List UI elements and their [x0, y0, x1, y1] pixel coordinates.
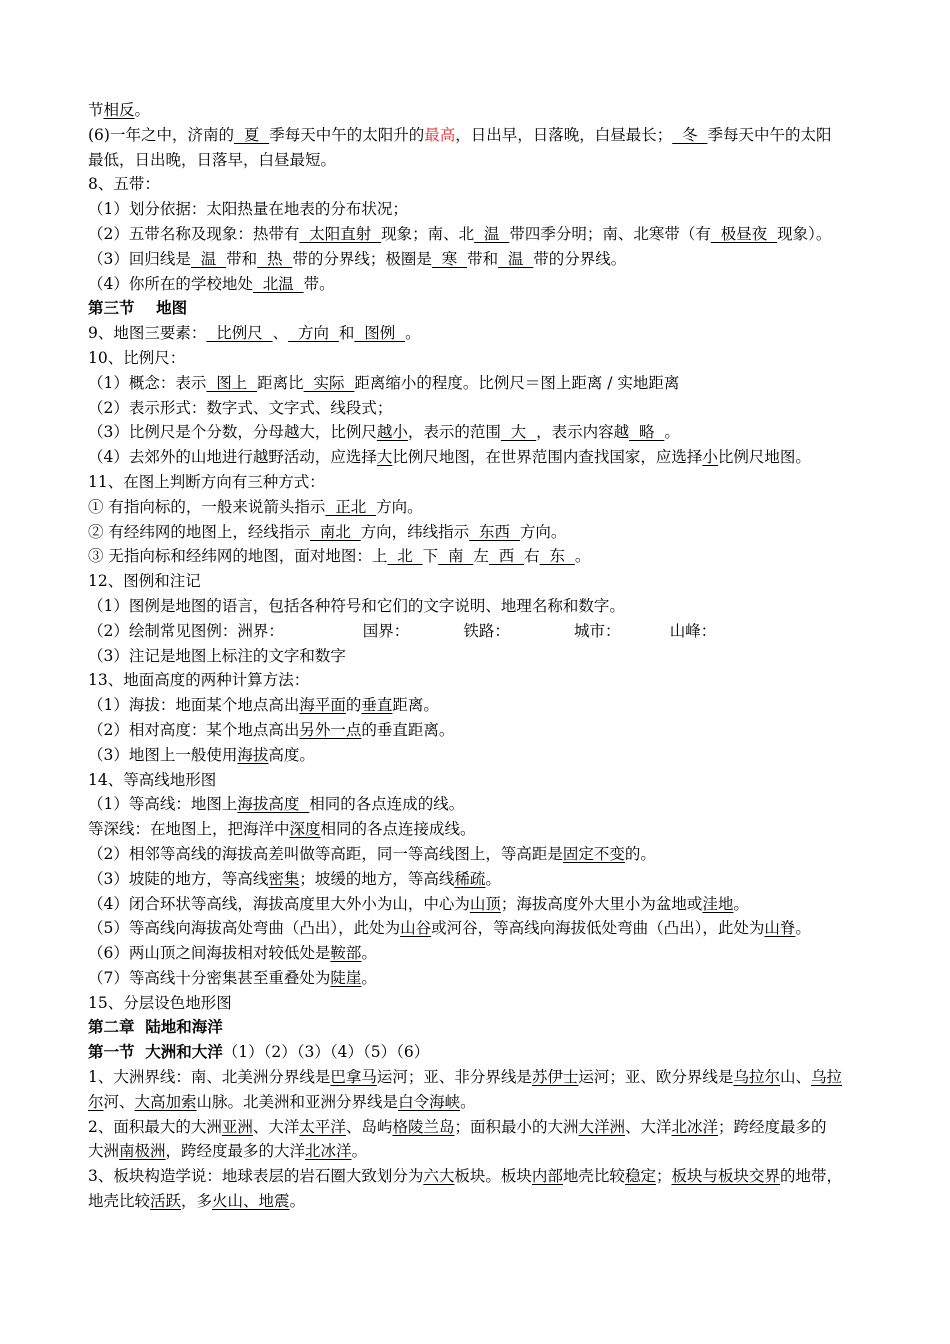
text-line — [88, 768, 890, 793]
answer-blank: 内部 — [531, 1167, 563, 1186]
answer-blank: 相反 — [103, 101, 135, 119]
text-line — [88, 569, 890, 594]
text-line — [88, 1139, 890, 1164]
text-segment: ； — [655, 1167, 672, 1186]
text-line — [88, 867, 890, 892]
text-segment: ，跨经度最多的大洋 — [165, 1142, 306, 1161]
answer-blank: 北冰洋 — [671, 1117, 719, 1136]
answer-blank: 图例 — [354, 324, 406, 343]
text-segment: 最高 — [424, 125, 456, 144]
text-segment: ，表示内容越 — [536, 423, 630, 442]
text-segment: 板块。板块 — [454, 1167, 532, 1186]
text-line — [88, 1090, 890, 1115]
text-segment: （3）坡陡的地方，等高线 — [88, 869, 269, 888]
text-segment: （1）海拔：地面某个地点高出 — [88, 696, 300, 715]
text-segment: 运河；亚、欧分界线是 — [578, 1068, 734, 1087]
answer-blank: 正北 — [325, 497, 377, 516]
text-line — [88, 1040, 890, 1065]
text-segment: ，多 — [181, 1192, 213, 1211]
text-line — [88, 371, 890, 396]
text-segment: ；跨经度最多的 — [718, 1117, 827, 1136]
text-line — [88, 1065, 890, 1090]
text-segment: 方向。 — [519, 522, 567, 541]
text-segment: （4）你所在的学校地处 — [88, 274, 253, 293]
text-segment: 。 — [460, 1092, 476, 1111]
text-segment: 地壳比较 — [88, 1192, 151, 1211]
answer-blank: 苏伊士 — [531, 1068, 579, 1087]
answer-blank: 比例尺 — [206, 324, 273, 343]
text-segment: 。 — [664, 423, 680, 442]
text-segment: 高度。 — [268, 745, 315, 764]
answer-blank: 北 — [387, 547, 423, 566]
text-line — [88, 644, 890, 669]
text-line — [88, 445, 890, 470]
answer-blank: 六大 — [423, 1167, 455, 1186]
answer-blank: 海拔 — [237, 745, 269, 764]
text-line — [88, 842, 890, 867]
text-segment: 。 — [289, 1192, 306, 1211]
answer-blank: 海平面 — [299, 696, 346, 715]
text-line — [88, 619, 890, 644]
answer-blank: 略 — [629, 423, 665, 442]
answer-blank: 方向 — [288, 324, 339, 343]
text-line — [88, 98, 890, 123]
text-segment: （5）等高线向海拔高处弯曲（凸出），此处为 — [88, 919, 401, 938]
text-segment: 。 — [351, 1142, 368, 1161]
text-line — [88, 222, 890, 247]
text-line — [88, 892, 890, 917]
text-line — [88, 495, 890, 520]
answer-blank: 海拔高度 — [237, 795, 310, 814]
answer-blank: 另外一点 — [299, 720, 362, 739]
answer-blank: 格陵兰岛 — [392, 1117, 455, 1136]
answer-blank: 大洋洲 — [578, 1117, 625, 1136]
answer-blank: 北温 — [252, 274, 304, 293]
text-segment: 带四季分明；南、北寒带（有 — [509, 224, 711, 243]
text-line — [88, 743, 890, 768]
text-segment: （1）概念：表示 — [88, 373, 207, 392]
text-segment: 右 — [524, 547, 540, 566]
text-segment: 下 — [422, 547, 439, 566]
text-segment: ② 有经纬网的地图上，经线指示 — [88, 522, 310, 541]
answer-blank: 火山、地震 — [212, 1192, 290, 1211]
answer-blank: 深度 — [289, 820, 321, 839]
text-segment: 相同的各点连接成线。 — [320, 820, 476, 839]
text-line — [88, 966, 890, 991]
text-line — [88, 247, 890, 272]
text-segment: 的 — [345, 696, 362, 715]
answer-blank: 白令海峡 — [398, 1092, 461, 1111]
text-line — [88, 396, 890, 421]
answer-blank: 洼地 — [702, 894, 734, 913]
section-heading: 第三节 地图 — [88, 298, 188, 318]
text-segment: （2）五带名称及现象：热带有 — [88, 224, 300, 243]
text-segment: （3）比例尺是个分数，分母越大，比例尺 — [88, 423, 377, 442]
text-segment: 现象；南、北 — [381, 224, 475, 243]
text-line — [88, 1164, 890, 1189]
text-line — [88, 693, 890, 718]
text-line — [88, 148, 890, 173]
answer-blank: 寒 — [431, 249, 468, 268]
answer-blank: 大高加索 — [134, 1092, 197, 1111]
text-segment: 13、地面高度的两种计算方法： — [88, 671, 310, 690]
answer-blank: 山脊 — [764, 919, 796, 938]
text-segment: （3）回归线是 — [88, 249, 191, 268]
text-line — [88, 544, 890, 569]
text-segment: 1、大洲界线：南、北美洲分界线是 — [88, 1068, 331, 1087]
text-segment: （3）注记是地图上标注的文字和数字 — [88, 646, 346, 665]
text-segment: 带和 — [226, 249, 258, 268]
text-segment: 比例尺地图。 — [717, 448, 811, 467]
text-line — [88, 346, 890, 371]
answer-blank: 冬 — [672, 125, 708, 144]
text-segment: ③ 无指向标和经纬网的地图，面对地图：上 — [88, 547, 388, 566]
text-segment: 距离缩小的程度。比例尺＝图上距离 / 实地距离 — [354, 373, 680, 392]
text-segment: （2）相对高度：某个地点高出 — [88, 720, 300, 739]
text-segment: 、大洋 — [624, 1117, 672, 1136]
text-segment: 季每天中午的太阳升的 — [269, 125, 425, 144]
text-segment: ① 有指向标的，一般来说箭头指示 — [88, 497, 326, 516]
answer-blank: 山谷 — [400, 919, 432, 938]
text-segment: ；海拔高度外大里小为盆地或 — [500, 894, 703, 913]
text-line — [88, 718, 890, 743]
text-segment: 14、等高线地形图 — [88, 770, 217, 789]
text-segment: 15、分层设色地形图 — [88, 993, 232, 1012]
text-segment: （1）划分依据：太阳热量在地表的分布状况； — [88, 200, 408, 219]
text-line — [88, 916, 890, 941]
text-segment: 距离。 — [392, 696, 439, 715]
text-segment: 距离比 — [257, 373, 304, 392]
text-segment: （1）（2）（3）（4）（5）（6） — [222, 1043, 430, 1062]
answer-blank: 乌拉 — [810, 1068, 842, 1087]
text-segment: （1）等高线：地图上 — [88, 795, 238, 814]
answer-blank: 南极洲 — [119, 1142, 166, 1161]
text-segment: 10、比例尺： — [88, 348, 186, 367]
answer-blank: 夏 — [233, 125, 270, 144]
answer-blank: 实际 — [303, 373, 355, 392]
text-segment: （3）地图上一般使用 — [88, 745, 238, 764]
text-segment: 带的分界线。 — [533, 249, 627, 268]
text-line — [88, 520, 890, 545]
text-segment: 山脉。北美洲和亚洲分界线是 — [196, 1092, 399, 1111]
text-line — [88, 668, 890, 693]
answer-blank: 稳定 — [624, 1167, 656, 1186]
text-line — [88, 296, 890, 321]
answer-blank: 越小 — [376, 423, 408, 442]
text-segment: 。 — [134, 101, 151, 119]
answer-blank: 西 — [488, 547, 525, 566]
text-segment: （4）闭合环状等高线，海拔高度里大外小为山，中心为 — [88, 894, 470, 913]
text-segment: 节 — [88, 101, 104, 119]
text-segment: 的垂直距离。 — [361, 720, 455, 739]
answer-blank: 鞍部 — [330, 944, 362, 963]
text-segment: 地壳比较 — [562, 1167, 625, 1186]
text-line — [88, 941, 890, 966]
text-segment: 最低，日出晚，日落早，白昼最短。 — [88, 150, 337, 169]
answer-blank: 巴拿马 — [330, 1068, 377, 1087]
answer-blank: 活跃 — [150, 1192, 182, 1211]
text-line — [88, 792, 890, 817]
text-segment: 8、五带： — [88, 175, 160, 194]
text-segment: 。 — [361, 944, 377, 963]
text-segment: （2）绘制常见图例：洲界： 国界： 铁路： 城市： 山峰： — [88, 621, 717, 640]
section-heading: 第一节 大洲和大洋 — [88, 1042, 223, 1062]
answer-blank: 板块与板块交界 — [671, 1167, 780, 1186]
text-segment: 。 — [485, 869, 501, 888]
text-segment: （4）去郊外的山地进行越野活动，应选择 — [88, 448, 377, 467]
text-segment: (6)一年之中，济南的 — [88, 125, 234, 144]
answer-blank: 温 — [474, 224, 510, 243]
answer-blank: 大 — [500, 423, 537, 442]
text-segment: 带。 — [303, 274, 335, 293]
text-segment: 等深线：在地图上，把海洋中 — [88, 820, 290, 839]
text-segment: 。 — [574, 547, 591, 566]
text-line — [88, 420, 890, 445]
text-segment: 大洲 — [88, 1142, 120, 1161]
text-segment: 的地带， — [779, 1167, 842, 1186]
answer-blank: 垂直 — [361, 696, 393, 715]
text-segment: （2）相邻等高线的海拔高差叫做等高距，同一等高线图上，等高距是 — [88, 844, 563, 863]
text-segment: 和 — [338, 324, 355, 343]
text-segment: 。 — [361, 968, 377, 987]
answer-blank: 南 — [438, 547, 474, 566]
text-segment: 、岛屿 — [345, 1117, 393, 1136]
answer-blank: 小 — [702, 448, 718, 467]
text-segment: 的。 — [624, 844, 656, 863]
section-heading: 第二章 陆地和海洋 — [88, 1017, 223, 1037]
answer-blank: 温 — [498, 249, 534, 268]
text-line — [88, 197, 890, 222]
text-line — [88, 470, 890, 495]
answer-blank: 温 — [190, 249, 227, 268]
text-segment: 运河；亚、非分界线是 — [376, 1068, 532, 1087]
text-segment: 相同的各点连成的线。 — [309, 795, 465, 814]
answer-blank: 图上 — [206, 373, 258, 392]
text-line — [88, 1189, 890, 1214]
text-segment: 季每天中午的太阳 — [707, 125, 832, 144]
answer-blank: 山顶 — [469, 894, 501, 913]
answer-blank: 东 — [539, 547, 575, 566]
answer-blank: 大 — [376, 448, 393, 467]
text-segment: （7）等高线十分密集甚至重叠处为 — [88, 968, 331, 987]
text-line — [88, 594, 890, 619]
answer-blank: 热 — [257, 249, 293, 268]
text-line — [88, 272, 890, 297]
text-segment: 河、 — [103, 1092, 135, 1111]
answer-blank: 亚洲 — [221, 1117, 253, 1136]
text-segment: ；面积最小的大洲 — [454, 1117, 579, 1136]
text-segment: ；坡缓的地方，等高线 — [299, 869, 455, 888]
text-line — [88, 123, 890, 148]
text-line — [88, 321, 890, 346]
answer-blank: 太阳直射 — [299, 224, 382, 243]
answer-blank: 东西 — [469, 522, 520, 541]
text-segment: 或河谷，等高线向海拔低处弯曲（凸出），此处为 — [431, 919, 765, 938]
text-segment: 11、在图上判断方向有三种方式： — [88, 472, 325, 491]
answer-blank: 尔 — [88, 1092, 104, 1111]
text-line — [88, 1115, 890, 1140]
answer-blank: 极昼夜 — [710, 224, 778, 243]
text-segment: （2）表示形式：数字式、文字式、线段式； — [88, 398, 393, 417]
answer-blank: 固定不变 — [562, 844, 625, 863]
text-segment: 左 — [473, 547, 489, 566]
answer-blank: 乌拉尔 — [733, 1068, 780, 1087]
text-segment: （6）两山顶之间海拔相对较低处是 — [88, 944, 331, 963]
text-segment: 、大洋 — [252, 1117, 300, 1136]
text-segment: 现象）。 — [777, 224, 832, 243]
text-segment: 山、 — [779, 1068, 811, 1087]
answer-blank: 南北 — [309, 522, 361, 541]
text-line — [88, 1015, 890, 1040]
text-segment: 12、图例和注记 — [88, 572, 201, 591]
text-segment: 方向，纬线指示 — [360, 522, 470, 541]
text-segment: 2、面积最大的大洲 — [88, 1117, 222, 1136]
text-line — [88, 817, 890, 842]
text-segment: 。 — [733, 894, 749, 913]
answer-blank: 北冰洋 — [305, 1142, 352, 1161]
answer-blank: 陡崖 — [330, 968, 362, 987]
text-segment: 。 — [405, 324, 421, 343]
text-line — [88, 991, 890, 1016]
text-segment: ，日出早，日落晚，白昼最长； — [455, 125, 673, 144]
text-segment: 带的分界线；极圈是 — [292, 249, 432, 268]
text-segment: 带和 — [467, 249, 499, 268]
answer-blank: 稀疏 — [454, 869, 486, 888]
text-segment: 3、板块构造学说：地球表层的岩石圈大致划分为 — [88, 1167, 424, 1186]
answer-blank: 密集 — [268, 869, 300, 888]
text-segment: ，表示的范围 — [407, 423, 501, 442]
text-segment: 9、地图三要素： — [88, 324, 207, 343]
text-segment: 比例尺地图，在世界范围内查找国家，应选择 — [392, 448, 703, 467]
text-line — [88, 172, 890, 197]
text-segment: （1）图例是地图的语言，包括各种符号和它们的文字说明、地理名称和数字。 — [88, 596, 625, 615]
answer-blank: 太平洋 — [299, 1117, 346, 1136]
text-segment: 、 — [272, 324, 289, 343]
text-segment: 方向。 — [376, 497, 423, 516]
text-segment: 。 — [795, 919, 811, 938]
